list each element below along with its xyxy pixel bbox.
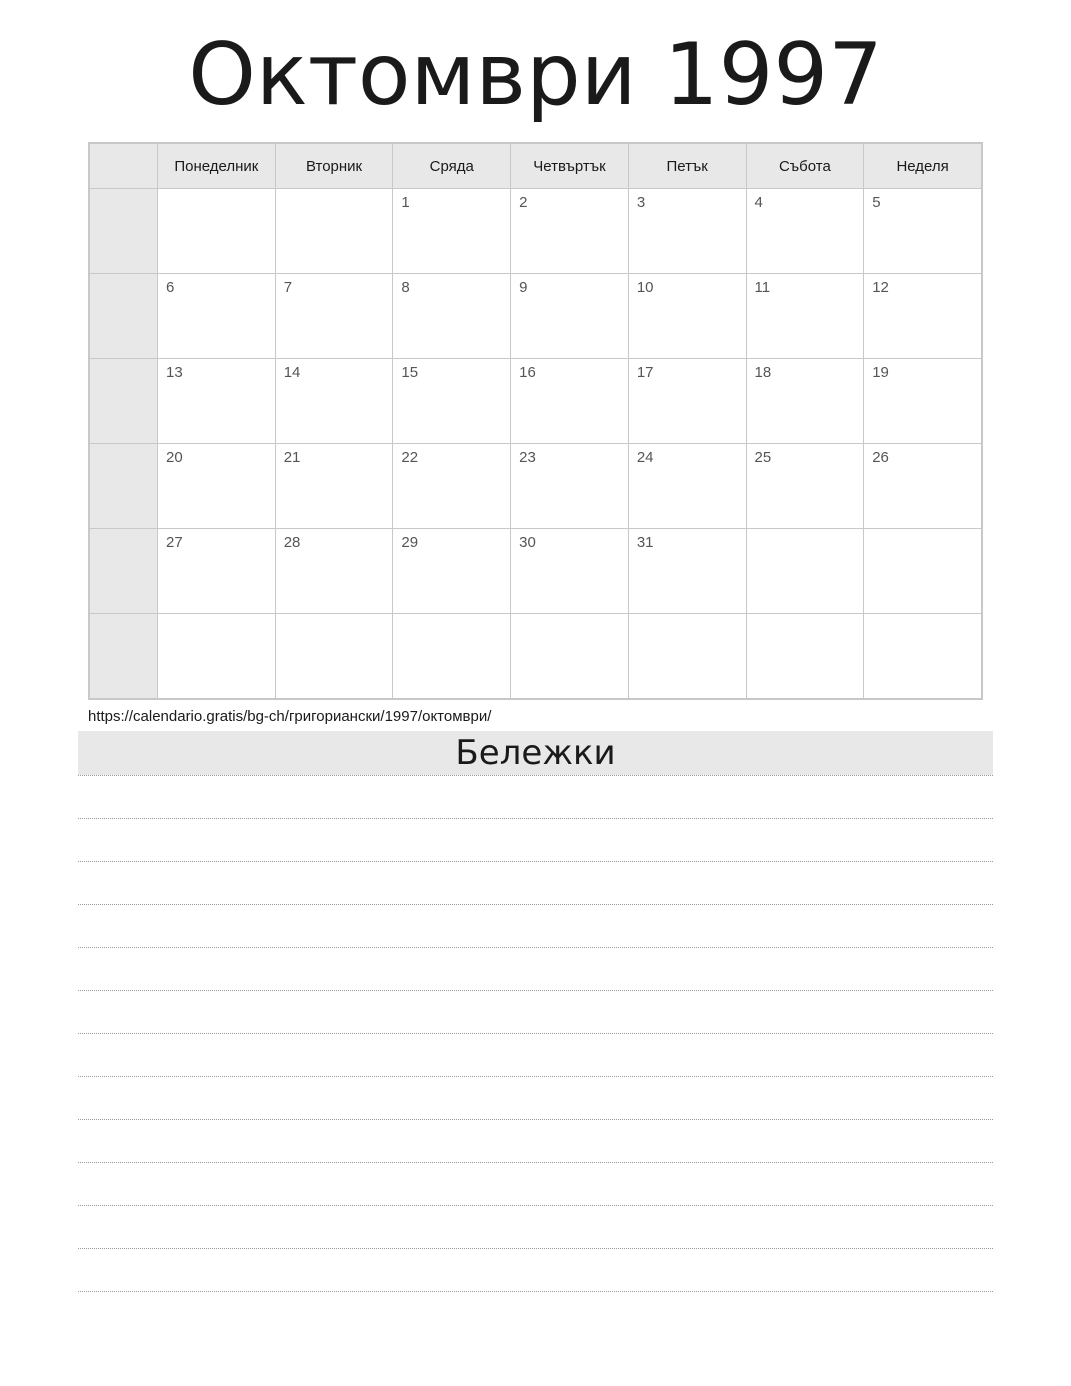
notes-lines (78, 775, 993, 1292)
day-number (864, 614, 981, 620)
calendar-body (90, 189, 982, 699)
day-cell[interactable] (158, 359, 276, 444)
day-number: 24 (636, 449, 654, 466)
day-cell[interactable] (393, 614, 511, 699)
page-title: Октомври 1997 (188, 25, 883, 125)
week-gutter-cell (90, 529, 158, 614)
day-number: 12 (872, 279, 889, 296)
day-cell[interactable] (628, 614, 746, 699)
day-cell[interactable] (864, 359, 982, 444)
notes-line[interactable] (78, 775, 993, 819)
week-gutter-cell (90, 189, 158, 274)
day-number (511, 614, 628, 620)
day-number: 11 (754, 279, 771, 296)
weekday-header-tuesday: Вторник (275, 144, 393, 189)
day-number: 8 (401, 279, 410, 296)
day-cell[interactable] (746, 189, 864, 274)
notes-line[interactable] (78, 991, 993, 1034)
day-number: 27 (166, 534, 183, 551)
day-number: 16 (519, 364, 536, 381)
calendar-week-row (90, 189, 982, 274)
day-cell[interactable] (511, 529, 629, 614)
day-number (158, 614, 275, 620)
day-cell[interactable] (746, 274, 864, 359)
day-number: 6 (166, 279, 175, 296)
day-cell[interactable] (628, 529, 746, 614)
day-number: 17 (636, 364, 654, 381)
day-cell[interactable] (628, 274, 746, 359)
calendar-week-row (90, 359, 982, 444)
day-cell[interactable] (158, 444, 276, 529)
day-cell[interactable] (628, 189, 746, 274)
day-cell[interactable] (746, 359, 864, 444)
calendar-week-row (90, 529, 982, 614)
day-cell[interactable] (511, 614, 629, 699)
day-cell[interactable] (511, 274, 629, 359)
day-number: 19 (872, 364, 889, 381)
calendar-table (89, 143, 982, 699)
day-cell[interactable] (393, 444, 511, 529)
day-cell[interactable] (864, 529, 982, 614)
day-cell[interactable] (746, 614, 864, 699)
notes-line[interactable] (78, 1163, 993, 1206)
day-cell[interactable] (393, 529, 511, 614)
week-gutter-cell (90, 274, 158, 359)
day-number: 2 (519, 194, 528, 211)
week-gutter-cell (90, 359, 158, 444)
day-cell[interactable] (158, 614, 276, 699)
weekday-header-sunday: Неделя (864, 144, 982, 189)
day-number: 1 (401, 194, 410, 211)
day-number: 5 (872, 194, 881, 211)
day-number: 28 (283, 534, 301, 551)
day-cell[interactable] (864, 444, 982, 529)
day-number (276, 189, 393, 195)
day-number (864, 529, 981, 535)
day-number: 25 (754, 449, 772, 466)
calendar-week-row (90, 274, 982, 359)
day-cell[interactable] (158, 189, 276, 274)
weekday-header-thursday: Четвъртък (511, 144, 629, 189)
day-cell[interactable] (864, 614, 982, 699)
calendar-header-row (90, 144, 982, 189)
day-cell[interactable] (746, 529, 864, 614)
day-cell[interactable] (275, 614, 393, 699)
notes-line[interactable] (78, 905, 993, 948)
day-number: 15 (401, 364, 419, 381)
notes-line[interactable] (78, 948, 993, 991)
weekday-header-wednesday: Сряда (393, 144, 511, 189)
day-number (276, 614, 393, 620)
day-cell[interactable] (393, 359, 511, 444)
day-number: 7 (283, 279, 293, 296)
weekday-header-friday: Петък (628, 144, 746, 189)
day-cell[interactable] (393, 274, 511, 359)
day-cell[interactable] (864, 274, 982, 359)
notes-line[interactable] (78, 862, 993, 905)
day-number: 23 (519, 449, 536, 466)
day-cell[interactable] (275, 274, 393, 359)
day-cell[interactable] (628, 444, 746, 529)
day-cell[interactable] (393, 189, 511, 274)
notes-line[interactable] (78, 819, 993, 862)
day-cell[interactable] (158, 274, 276, 359)
notes-line[interactable] (78, 1077, 993, 1120)
day-number: 3 (636, 194, 646, 211)
day-number: 21 (283, 449, 301, 466)
weekday-header-monday: Понеделник (158, 144, 276, 189)
day-number: 20 (166, 449, 183, 466)
day-number (747, 529, 864, 535)
calendar-corner-cell (90, 144, 158, 189)
day-number (629, 614, 746, 620)
notes-line[interactable] (78, 1206, 993, 1249)
day-cell[interactable] (275, 529, 393, 614)
day-cell[interactable] (746, 444, 864, 529)
day-number: 9 (519, 279, 528, 296)
day-cell[interactable] (864, 189, 982, 274)
notes-line[interactable] (78, 1034, 993, 1077)
day-number: 26 (872, 449, 889, 466)
day-number: 10 (636, 279, 654, 296)
notes-line[interactable] (78, 1249, 993, 1292)
calendar-container (88, 142, 983, 700)
notes-heading: Бележки (78, 731, 993, 775)
day-number: 13 (166, 364, 183, 381)
day-cell[interactable] (628, 359, 746, 444)
week-gutter-cell (90, 444, 158, 529)
day-number: 29 (401, 534, 419, 551)
day-number: 18 (754, 364, 772, 381)
day-cell[interactable] (275, 189, 393, 274)
day-cell[interactable] (158, 529, 276, 614)
day-number: 4 (754, 194, 763, 211)
source-url-link[interactable]: https://calendario.gratis/bg-ch/григориански/1997/октомври/ (88, 708, 492, 725)
day-cell[interactable] (511, 359, 629, 444)
calendar-week-row (90, 614, 982, 699)
day-number: 22 (401, 449, 419, 466)
day-cell[interactable] (511, 444, 629, 529)
calendar-week-row (90, 444, 982, 529)
day-number (747, 614, 864, 620)
day-number: 30 (519, 534, 536, 551)
day-number: 31 (636, 534, 654, 551)
day-cell[interactable] (275, 444, 393, 529)
weekday-header-saturday: Събота (746, 144, 864, 189)
day-cell[interactable] (275, 359, 393, 444)
day-number (393, 614, 510, 620)
day-cell[interactable] (511, 189, 629, 274)
day-number (158, 189, 275, 195)
day-number: 14 (283, 364, 301, 381)
week-gutter-cell (90, 614, 158, 699)
notes-line[interactable] (78, 1120, 993, 1163)
